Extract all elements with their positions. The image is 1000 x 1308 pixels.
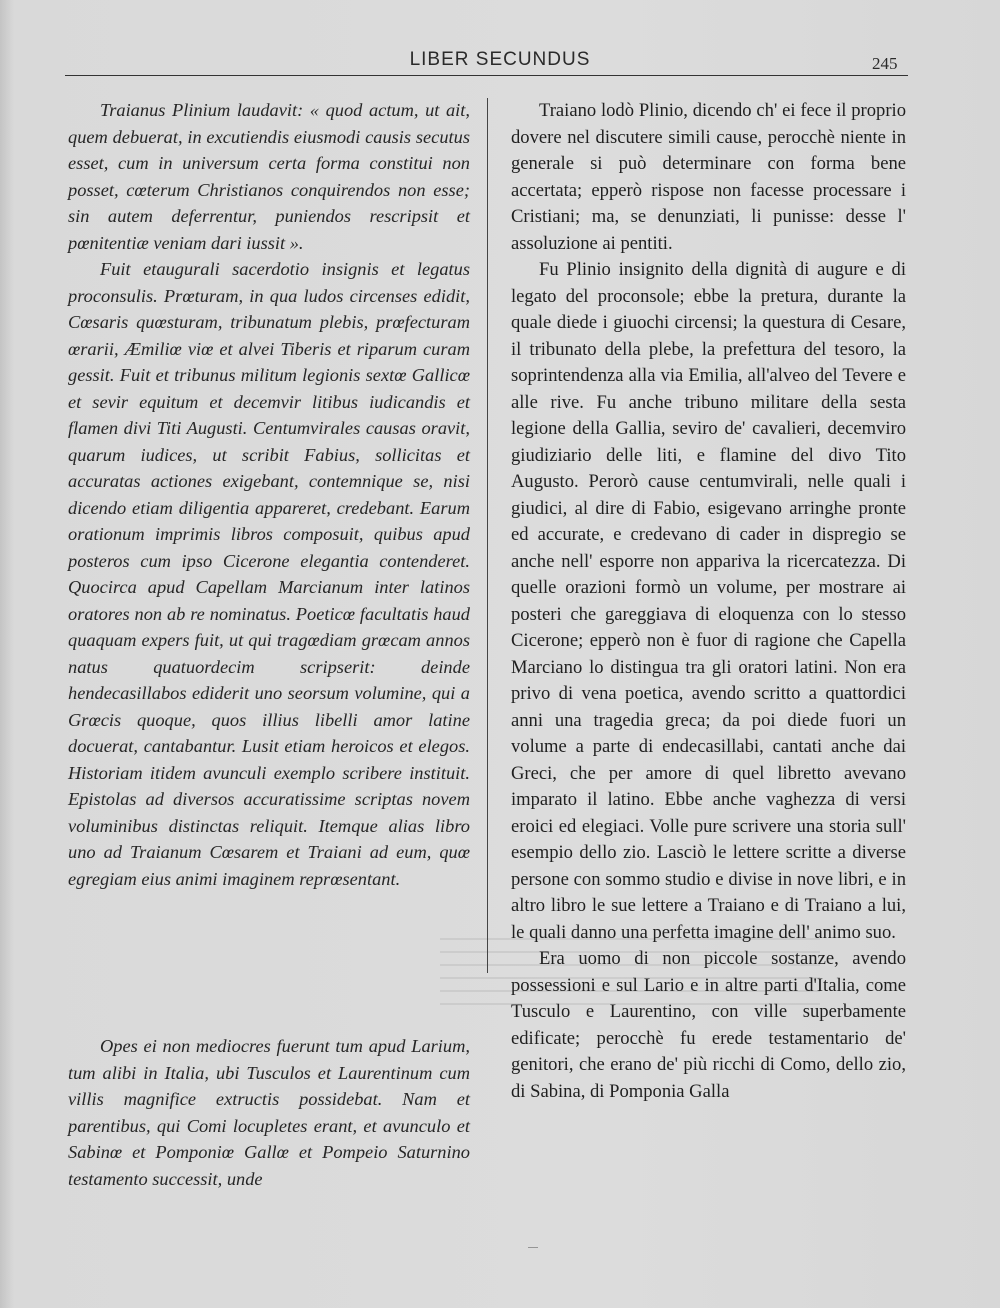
latin-column-continuation — [68, 1033, 470, 1192]
bottom-mark — [528, 1247, 538, 1248]
column-divider — [487, 98, 488, 973]
latin-paragraph: Fuit etaugurali sacerdotio insignis et legatus proconsulis. Prœturam, in qua ludos circenses edidit, Cœsaris quœsturam, tribunatum plebis, prœfecturam œrarii, Æmiliœ viœ et alvei Tiberis et riparum curam gessit. Fuit et tribunus militum legionis sextœ Gallicœ et sevir equitum et decemvir litibus iudicandis et flamen divi Titi Augusti. Centumvirales causas oravit, quarum iudices, ut scribit Fabius, sollicitas et accuratas actiones exigebant, contemnique se, nisi dicendo etiam diligentia appareret, credebant. Earum orationum imprimis libros composuit, quibus apud posteros cum ipso Cicerone elegantia contenderet. Quocirca apud Capellam Marcianum inter latinos oratores non ab re nominatus. Poeticœ facultatis haud quaquam expers fuit, ut qui tragœdiam grœcam annos natus quatuordecim scripserit: deinde hendecasillabos ediderit uno seorsum volumine, qui a Grœcis quoque, quos illius libelli amor latine docuerat, cantabantur. Lusit etiam heroicos et elegos. Historiam itidem avunculi exemplo scribere instituit. Epistolas ad diversos accuratissime scriptas novem voluminibus distinctas reliquit. Itemque alias libro uno ad Traianum Cœsarem et Traiani ad eum, quœ egregiam eius animi imaginem reprœsentant. — [68, 259, 470, 889]
latin-paragraph: Opes ei non mediocres fuerunt tum apud Larium, tum alibi in Italia, ubi Tusculos et Laurentinum cum villis magnifice extructis possidebat. Nam et parentibus, qui Comi locupletes erant, et avunculo et Sabinœ et Pomponiœ Gallœ et Pompeio Saturnino testamento successit, unde — [68, 1036, 470, 1189]
italian-column — [511, 98, 906, 1105]
latin-paragraph: Traianus Plinium laudavit: « quod actum, ut ait, quem debuerat, in excutiendis eiusmodi causis secutus esset, cum in universum certa forma constitui non posset, cœterum Christianos conquirendos non esse; sin autem deferrentur, puniendos rescripsit et pœnitentiæ veniam dari iussit ». — [68, 100, 470, 253]
header-rule — [65, 75, 908, 76]
latin-column — [68, 97, 470, 892]
italian-paragraph: Era uomo di non piccole sostanze, avendo possessioni e sul Lario e in altre parti d'Italia, come Tusculo e Laurentino, con ville superbamente edificate; perocchè fu erede testamentario de' genitori, che erano de' più ricchi di Como, dello zio, di Sabina, di Pomponia Galla — [511, 948, 906, 1102]
italian-paragraph: Fu Plinio insignito della dignità di augure e di legato del proconsole; ebbe la pretura, durante la quale diede i giuochi circensi; la questura di Cesare, il tribunato della plebe, la prefettura del tesoro, la soprintendenza alla via Emilia, all'alveo del Tevere e alle rive. Fu anche tribuno militare della sesta legione della Gallia, seviro de' cavalieri, decemviro giudiziario delle liti, e flamine del divo Tito Augusto. Perorò cause centumvirali, nelle quali i giudici, al dire di Fabio, esigevano arringhe pronte ed accurate, e credevano di cader in dispregio se anche nell' esporre non appariva la ricercatezza. Di quelle orazioni formò un volume, per mostrare ai posteri che gareggiava di eloquenza con lo stesso Cicerone; epperò non è fuor di ragione che Capella Marciano lo distingua tra gli oratori latini. Non era privo di vena poetica, avendo scritto a quattordici anni una tragedia greca; da poi diede fuori un volume a parte di endecasillabi, cantati anche dai Greci, che per amore di quel libretto avevano imparato il latino. Ebbe anche vaghezza di versi eroici ed elegiaci. Volle pure scrivere una storia sull' esempio dello zio. Lasciò le lettere scritte a diverse persone con sommo studio e divise in nove libri, e in altro libro le sue lettere a Traiano e di Traiano a lui, le quali danno una perfetta imagine dell' animo suo. — [511, 259, 906, 943]
italian-paragraph: Traiano lodò Plinio, dicendo ch' ei fece il proprio dovere nel discutere simili cause, perocchè niente in generale si può determinare con forma bene accertata; epperò rispose non facesse processare i Cristiani; ma, se denunziati, li punisse: desse l' assoluzione ai pentiti. — [511, 100, 906, 254]
running-header-title: LIBER SECUNDUS — [409, 49, 591, 70]
page-number: 245 — [872, 54, 898, 73]
